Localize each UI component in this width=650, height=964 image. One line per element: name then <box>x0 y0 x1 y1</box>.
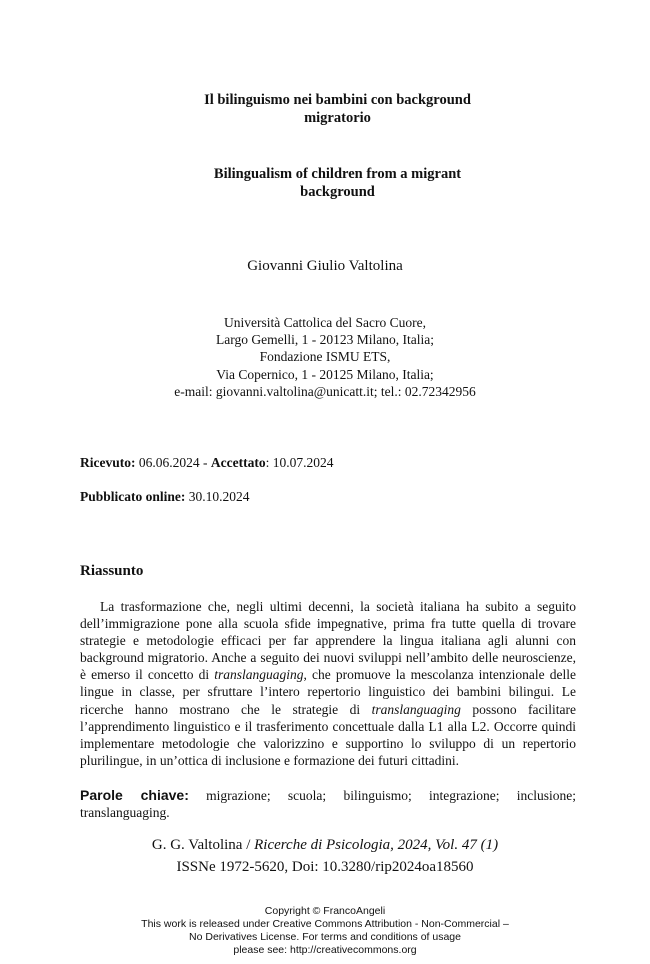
affiliation-line: Fondazione ISMU ETS, <box>259 349 391 365</box>
abstract-text-part: La trasformazione che, negli ultimi decenni, la società italiana ha subito a seguito dell’immigrazione pone alla scuola sfide impegnative, prima fra tutte quella di trovare strategie e metodologie efficaci per far apprendere la lingua italiana agli alunni con background migratorio. Anche a seguito dei nuovi sviluppi nell’ambito delle neuroscienze, è emerso il concetto di <box>80 599 576 683</box>
keywords-list: migrazione; scuola; bilinguismo; integrazione; inclusione; translanguaging. <box>80 788 576 821</box>
keywords <box>80 787 576 821</box>
received-date: 06.06.2024 - <box>135 455 211 470</box>
abstract-text-part: possono facilitare l’apprendimento linguistico e il trasferimento concettuale dalla L1 alla L2. Occorre quindi implementare metodologie che valorizzino e supportino lo sviluppo di un repertorio plurilingue, in un’ottica di inclusione e formazione dei futuri cittadini. <box>80 701 576 768</box>
abstract-heading: Riassunto <box>80 563 144 579</box>
title-italian-line-2: migratorio <box>304 110 371 126</box>
citation-issn-doi: ISSNe 1972-5620, Doi: 10.3280/rip2024oa18560 <box>176 858 474 875</box>
affiliation-line: Università Cattolica del Sacro Cuore, <box>223 315 427 330</box>
citation-line-journal <box>0 835 650 857</box>
abstract-term-translanguaging: translanguaging <box>371 701 461 717</box>
license-line: This work is released under Creative Commons Attribution - Non-Commercial – <box>141 918 509 931</box>
affiliation-contact-line: e-mail: giovanni.valtolina@unicatt.it; tel.: 02.72342956 <box>174 383 476 399</box>
license-line: No Derivatives License. For terms and conditions of usage <box>189 931 461 944</box>
title-english-line-2: background <box>300 184 375 200</box>
citation-journal: Ricerche di Psicologia, 2024, Vol. 47 (1) <box>254 837 499 853</box>
received-accepted-dates <box>80 455 333 471</box>
affiliation-block <box>0 314 650 400</box>
license-url-line[interactable]: please see: http://creativecommons.org <box>233 944 417 957</box>
keywords-label: Parole chiave: <box>80 787 189 803</box>
copyright-line: Copyright © FrancoAngeli <box>264 905 386 917</box>
accepted-label: Accettato <box>210 455 266 470</box>
published-label: Pubblicato online: <box>80 489 186 504</box>
abstract-term-translanguaging: translanguaging <box>214 667 304 683</box>
affiliation-line: Largo Gemelli, 1 - 20123 Milano, Italia; <box>216 332 434 348</box>
received-label: Ricevuto: <box>80 455 136 470</box>
published-date: 30.10.2024 <box>185 489 250 504</box>
title-english-line-1: Bilingualism of children from a migrant <box>213 166 462 182</box>
citation-author: G. G. Valtolina / <box>151 837 255 853</box>
license-notice <box>0 905 650 957</box>
abstract-text <box>80 598 576 769</box>
title-italian <box>150 91 525 127</box>
title-english <box>150 165 525 201</box>
affiliation-line: Via Copernico, 1 - 20125 Milano, Italia; <box>216 366 434 382</box>
abstract-text-part: , che promuove la mescolanza intenzionale delle lingue in classe, per sfruttare l’intero repertorio linguistico dei bambini bilingui. Le ricerche hanno mostrano che le strategie di <box>80 667 576 717</box>
author-name: Giovanni Giulio Valtolina <box>247 258 403 274</box>
accepted-date: : 10.07.2024 <box>265 455 334 470</box>
citation-block <box>0 835 650 878</box>
title-italian-line-1: Il bilinguismo nei bambini con background <box>204 92 471 108</box>
published-date-line <box>80 489 250 505</box>
